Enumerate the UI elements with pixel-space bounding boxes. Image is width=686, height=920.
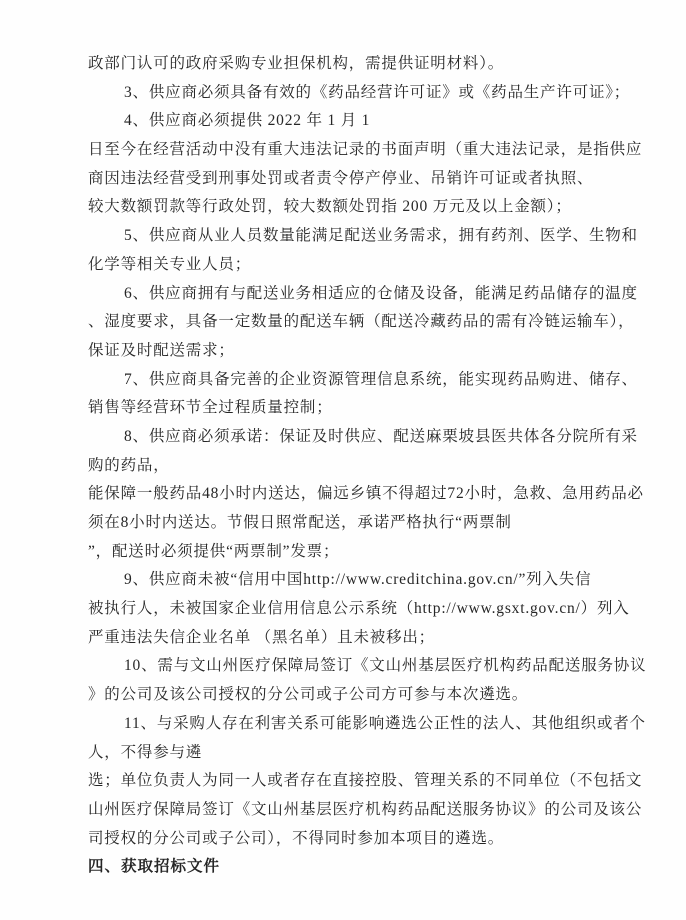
text-line: 政部门认可的政府采购专业担保机构，需提供证明材料）。: [88, 55, 505, 72]
text-line: 保证及时配送需求；: [88, 341, 235, 359]
text-line: 10、需与文山州医疗保障局签订《文山州基层医疗机构药品配送服务协议: [124, 657, 647, 675]
text-line: 较大数额罚款等行政处罚，较大数额处罚指 200 万元及以上金额）；: [88, 198, 572, 216]
text-line: 4、供应商必须提供 2022 年 1 月 1: [124, 112, 371, 130]
text-line: 被执行人，未被国家企业信用信息公示系统（http://www.gsxt.gov.cn/）列入: [88, 600, 630, 618]
text-line: 11、与采购人存在利害关系可能影响遴选公正性的法人、其他组织或者个: [124, 714, 646, 732]
text-line: 商因违法经营受到刑事处罚或者责令停产停业、吊销许可证或者执照、: [88, 169, 594, 187]
text-line: 、湿度要求，具备一定数量的配送车辆（配送冷藏药品的需有冷链运输车），: [88, 313, 635, 331]
text-line: 6、供应商拥有与配送业务相适应的仓储及设备，能满足药品储存的温度: [124, 284, 638, 302]
text-line: 须在8小时内送达。节假日照常配送，承诺严格执行“两票制: [88, 514, 512, 531]
text-line: 》的公司及该公司授权的分公司或子公司方可参与本次遴选。: [88, 686, 529, 704]
text-line: ”，配送时必须提供“两票制”发票；: [88, 542, 340, 560]
text-line: 人，不得参与遴: [88, 743, 203, 761]
document-body: [88, 50, 647, 882]
text-line: 3、供应商必须具备有效的《药品经营许可证》或《药品生产许可证》；: [124, 83, 631, 101]
text-line: 7、供应商具备完善的企业资源管理信息系统，能实现药品购进、储存、: [124, 370, 638, 388]
text-line: 能保障一般药品48小时内送达，偏远乡镇不得超过72小时，急救、急用药品必: [88, 485, 644, 503]
text-line: 山州医疗保障局签订《文山州基层医疗机构药品配送服务协议》的公司及该公: [88, 800, 643, 818]
text-line: 5、供应商从业人员数量能满足配送业务需求，拥有药剂、医学、生物和: [124, 227, 638, 245]
text-line: 司授权的分公司或子公司），不得同时参加本项目的遴选。: [88, 829, 505, 847]
text-line: 选；单位负责人为同一人或者存在直接控股、管理关系的不同单位（不包括文: [88, 772, 643, 790]
text-line: 8、供应商必须承诺：保证及时供应、配送麻栗坡县医共体各分院所有采: [124, 427, 638, 445]
text-line: 购的药品，: [88, 456, 170, 474]
text-line: 化学等相关专业人员；: [88, 255, 252, 273]
text-line: 严重违法失信企业名单 （黑名单）且未被移出；: [88, 628, 435, 646]
text-line: 销售等经营环节全过程质量控制；: [88, 399, 333, 417]
text-line: 日至今在经营活动中没有重大违法记录的书面声明（重大违法记录，是指供应: [88, 141, 643, 159]
section-heading: 四、获取招标文件: [88, 858, 221, 876]
text-line: 9、供应商未被“信用中国http://www.creditchina.gov.cn/”列入失信: [124, 571, 592, 589]
